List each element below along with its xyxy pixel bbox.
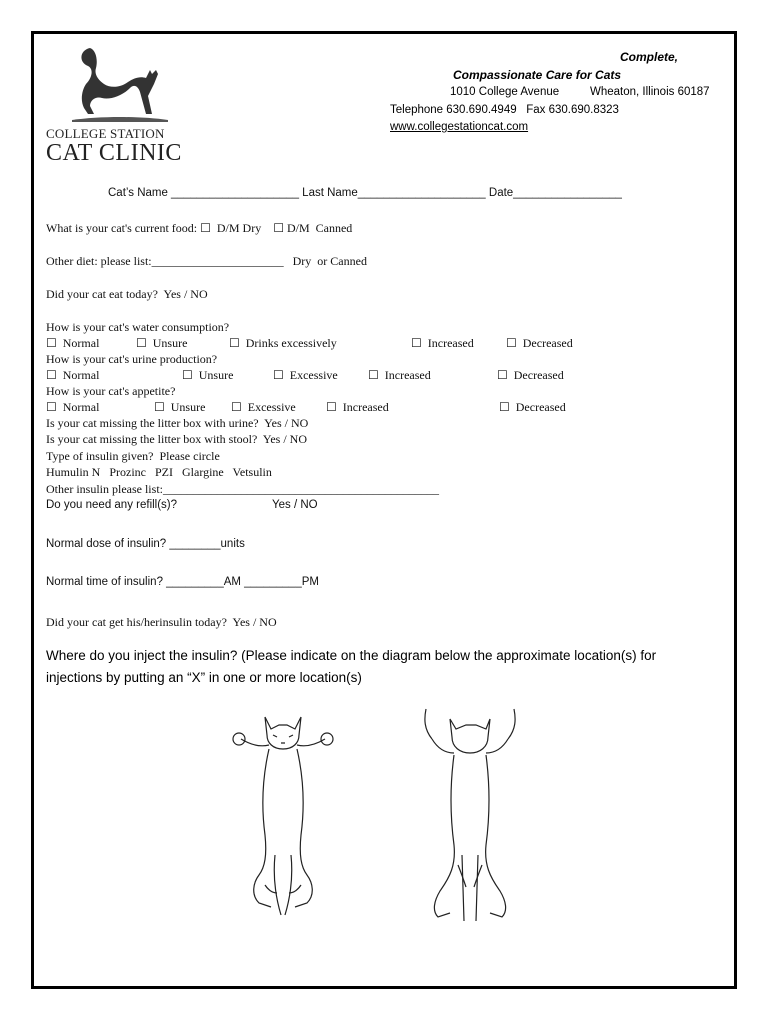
name-date-line[interactable]: Cat’s Name ____________________ Last Name____________________ Date_________________ bbox=[108, 187, 622, 199]
clinic-name-line1: COLLEGE STATION bbox=[46, 126, 165, 141]
other-diet-question[interactable]: Other diet: please list:______________________ Dry or Canned bbox=[46, 254, 367, 268]
refill-question: Do you need any refill(s)? bbox=[46, 499, 178, 511]
other-insulin-field[interactable]: Other insulin please list:______________________________________________ bbox=[46, 482, 439, 496]
eat-today-question[interactable]: Did your cat eat today? Yes / NO bbox=[46, 287, 208, 301]
water-option-normal[interactable]: ☐ Normal bbox=[46, 336, 100, 350]
dose-field[interactable]: Normal dose of insulin? ________units bbox=[46, 538, 245, 550]
water-option-drinks-excessively[interactable]: ☐ Drinks excessively bbox=[229, 336, 337, 350]
cat-diagram-front-icon[interactable] bbox=[225, 705, 345, 930]
insulin-options[interactable]: Humulin N Prozinc PZI Glargine Vetsulin bbox=[46, 465, 272, 479]
urine-option-increased[interactable]: ☐ Increased bbox=[368, 368, 431, 382]
water-option-unsure[interactable]: ☐ Unsure bbox=[136, 336, 188, 350]
tagline-line1: Complete, bbox=[620, 50, 679, 64]
urine-option-unsure[interactable]: ☐ Unsure bbox=[182, 368, 234, 382]
urine-option-decreased[interactable]: ☐ Decreased bbox=[497, 368, 564, 382]
cat-diagram-back-icon[interactable] bbox=[410, 705, 530, 930]
clinic-name-line2: CAT CLINIC bbox=[46, 140, 182, 166]
appetite-question: How is your cat's appetite? bbox=[46, 384, 176, 398]
urine-option-excessive[interactable]: ☐ Excessive bbox=[273, 368, 338, 382]
phone-fax: Telephone 630.690.4949 Fax 630.690.8323 bbox=[390, 104, 619, 116]
appetite-option-excessive[interactable]: ☐ Excessive bbox=[231, 400, 296, 414]
water-option-increased[interactable]: ☐ Increased bbox=[411, 336, 474, 350]
litter-stool-question[interactable]: Is your cat missing the litter box with stool? Yes / NO bbox=[46, 432, 307, 446]
urine-option-normal[interactable]: ☐ Normal bbox=[46, 368, 100, 382]
inject-instruction-line1: Where do you inject the insulin? (Please indicate on the diagram below the approximate location(s) for bbox=[46, 648, 657, 663]
tagline-line2: Compassionate Care for Cats bbox=[453, 68, 622, 82]
cat-logo-icon bbox=[70, 44, 170, 126]
insulin-type-question: Type of insulin given? Please circle bbox=[46, 449, 220, 463]
appetite-option-decreased[interactable]: ☐ Decreased bbox=[499, 400, 566, 414]
urine-question: How is your cat's urine production? bbox=[46, 352, 218, 366]
refill-answer[interactable]: Yes / NO bbox=[272, 499, 318, 511]
appetite-option-unsure[interactable]: ☐ Unsure bbox=[154, 400, 206, 414]
current-food-question[interactable]: What is your cat's current food: ☐ D/M Dry ☐ D/M Canned bbox=[46, 221, 353, 235]
website-link[interactable]: www.collegestationcat.com bbox=[390, 121, 529, 133]
address-city: Wheaton, Illinois 60187 bbox=[590, 86, 710, 98]
appetite-option-normal[interactable]: ☐ Normal bbox=[46, 400, 100, 414]
water-option-decreased[interactable]: ☐ Decreased bbox=[506, 336, 573, 350]
insulin-today-question[interactable]: Did your cat get his/herinsulin today? Yes / NO bbox=[46, 615, 277, 629]
time-field[interactable]: Normal time of insulin? _________AM _________PM bbox=[46, 576, 319, 588]
address-street: 1010 College Avenue bbox=[450, 86, 560, 98]
litter-urine-question[interactable]: Is your cat missing the litter box with urine? Yes / NO bbox=[46, 416, 309, 430]
inject-instruction-line2: injections by putting an “X” in one or more location(s) bbox=[46, 670, 362, 685]
appetite-option-increased[interactable]: ☐ Increased bbox=[326, 400, 389, 414]
water-question: How is your cat's water consumption? bbox=[46, 320, 230, 334]
